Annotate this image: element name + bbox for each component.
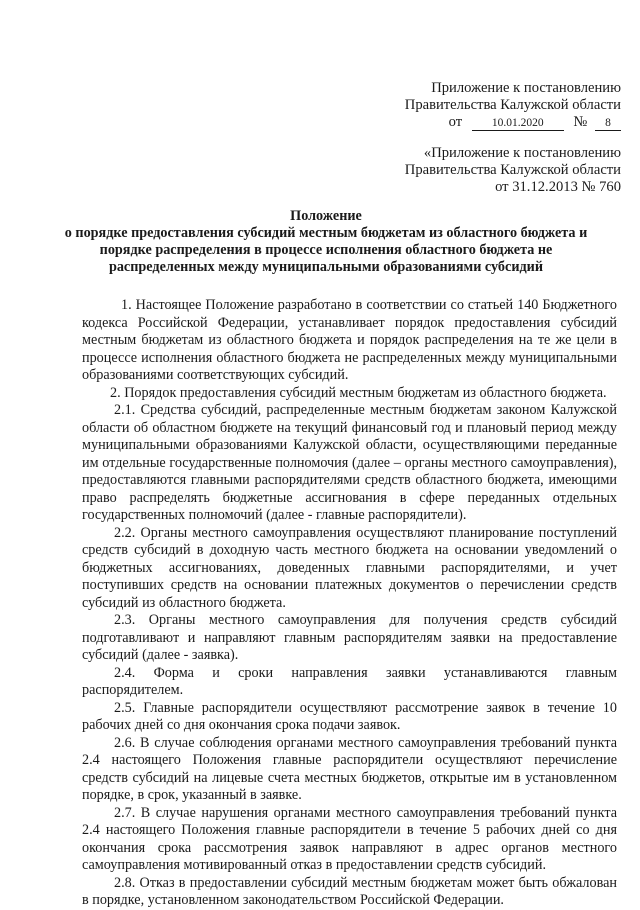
- paragraph-2-4: 2.4. Форма и сроки направления заявки устанавливаются главным распорядителем.: [82, 664, 617, 698]
- paragraph-2-5: 2.5. Главные распорядители осуществляют рассмотрение заявок в течение 10 рабочих дней со дня окончания срока подачи заявок.: [82, 699, 617, 733]
- paragraph-2-6: 2.6. В случае соблюдения органами местного самоуправления требований пункта 2.4 настоящего Положения главные распорядители осуществляют перечисление средств субсидий на лицевые счета местных бюджетов, открытые им в установленном порядке, в срок, указанный в заявке.: [82, 734, 617, 803]
- paragraph-2-1: 2.1. Средства субсидий, распределенные местным бюджетам законом Калужской области об областном бюджете на текущий финансовый год и плановый период между муниципальными образованиями Калужской области, осуществляющими переданные им отдельные государственные полномочия (далее – органы местного самоуправления), предоставляются главными распорядителями средств областного бюджета, имеющими право распределять бюджетные ассигнования в сфере переданных отдельных государственных полномочий (далее - главные распорядители).: [82, 402, 617, 523]
- title-line-3: порядке распределения в процессе исполнения областного бюджета не: [99, 242, 553, 258]
- paragraph-2-7: 2.7. В случае нарушения органами местного самоуправления требований пункта 2.4 настоящего Положения главные распорядители в течение 5 рабочих дней со дня окончания срока рассмотрения заявок направляют в адрес органов местного самоуправления мотивированный отказ в предоставлении средств субсидий.: [82, 804, 617, 873]
- title-line-4: распределенных между муниципальными образованиями субсидий: [108, 259, 544, 275]
- annex-original-line-3: от 31.12.2013 № 760: [495, 179, 621, 195]
- annex-number: 8: [595, 117, 621, 131]
- title-line-2: о порядке предоставления субсидий местным бюджетам из областного бюджета и: [64, 225, 588, 241]
- annex-line-2: Правительства Калужской области: [404, 97, 621, 113]
- paragraph-1: 1. Настоящее Положение разработано в соответствии со статьей 140 Бюджетного кодекса Российской Федерации, устанавливает порядок предоставления субсидий местным бюджетам из областного бюджета и порядок распределения на те же цели в процессе исполнения областного бюджета не распределенных между муниципальными образованиями соответствующих субсидий.: [82, 297, 617, 383]
- annex-original-line-1: «Приложение к постановлению: [423, 145, 621, 161]
- annex-original-line-2: Правительства Калужской области: [404, 162, 621, 178]
- annex-number-label: №: [573, 114, 588, 130]
- annex-date-line: [405, 114, 621, 131]
- annex-from-label: от: [448, 114, 463, 130]
- annex-date: 10.01.2020: [472, 117, 564, 131]
- document-body: [82, 297, 617, 910]
- paragraph-2-2: 2.2. Органы местного самоуправления осуществляют планирование поступлений средств субсидий в доходную часть местного бюджета на основании уведомлений о бюджетных ассигнованиях, доведенных главными распорядителями, и учет поступивших средств на основании платежных документов о перечислении средств субсидий из областного бюджета.: [82, 524, 617, 611]
- title-line-1: Положение: [290, 208, 362, 224]
- paragraph-2-8: 2.8. Отказ в предоставлении субсидий местным бюджетам может быть обжалован в порядке, установленном законодательством Российской Федерации.: [82, 874, 617, 908]
- document-title: [40, 208, 612, 276]
- paragraph-2: 2. Порядок предоставления субсидий местным бюджетам из областного бюджета.: [110, 384, 607, 401]
- annex-header-original: [405, 145, 621, 196]
- annex-line-1: Приложение к постановлению: [431, 80, 621, 96]
- annex-header-current: [405, 80, 621, 131]
- paragraph-2-3: 2.3. Органы местного самоуправления для получения средств субсидий подготавливают и направляют главным распорядителям заявки на предоставление субсидий (далее - заявка).: [82, 612, 617, 663]
